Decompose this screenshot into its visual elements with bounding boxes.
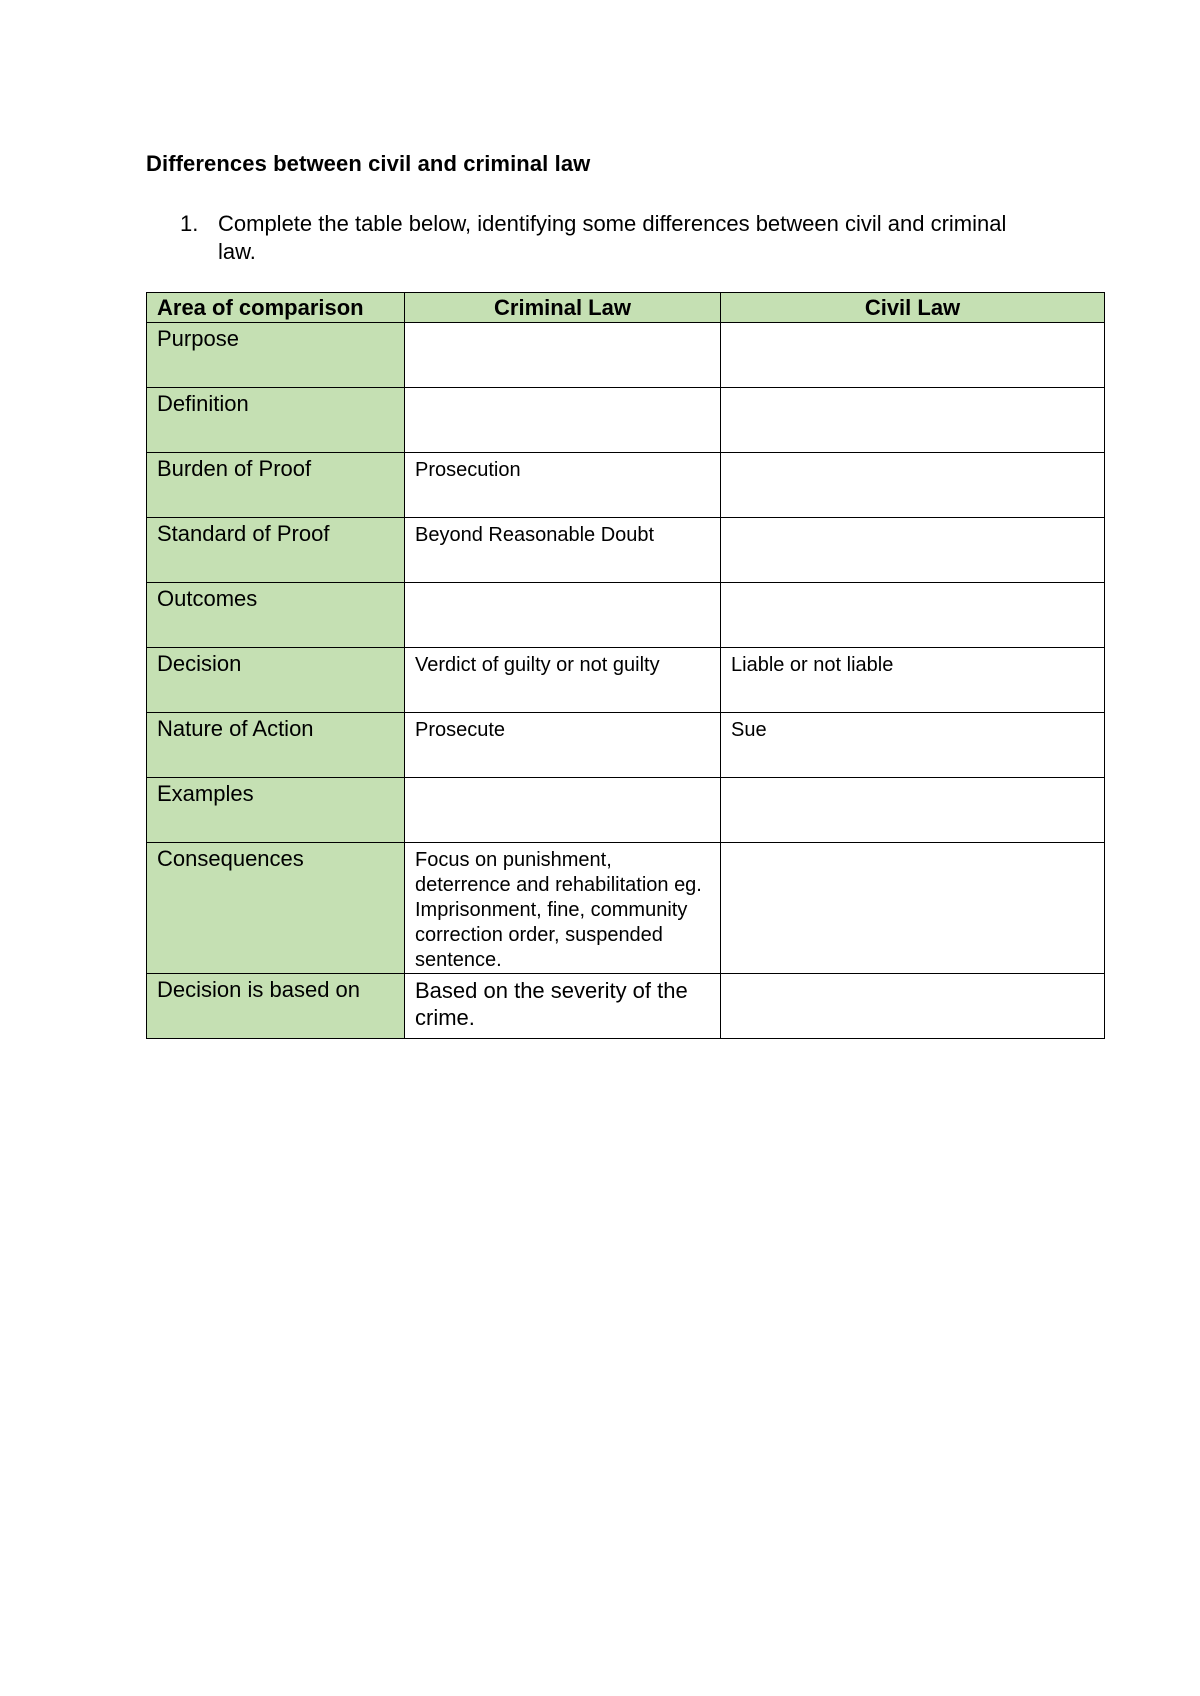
criminal-law-cell[interactable]: Prosecute — [405, 713, 721, 778]
table-row-decision — [147, 648, 1105, 713]
table-row-decision-is-based-on — [147, 974, 1105, 1039]
header-criminal-law: Criminal Law — [405, 293, 721, 323]
instruction-number: 1. — [180, 211, 199, 236]
header-area-of-comparison: Area of comparison — [147, 293, 405, 323]
civil-law-cell[interactable] — [721, 453, 1105, 518]
table-row-nature-of-action — [147, 713, 1105, 778]
row-area-label: Decision is based on — [147, 974, 405, 1039]
civil-law-cell[interactable] — [721, 518, 1105, 583]
criminal-law-cell[interactable]: Prosecution — [405, 453, 721, 518]
civil-law-cell[interactable] — [721, 323, 1105, 388]
table-row-standard-of-proof — [147, 518, 1105, 583]
criminal-law-cell[interactable] — [405, 583, 721, 648]
criminal-law-cell[interactable]: Focus on punishment, deterrence and rehabilitation eg. Imprisonment, fine, community correction order, suspended sentence. — [405, 843, 721, 974]
civil-law-cell[interactable]: Sue — [721, 713, 1105, 778]
table-row-burden-of-proof — [147, 453, 1105, 518]
row-area-label: Burden of Proof — [147, 453, 405, 518]
table-row-examples — [147, 778, 1105, 843]
criminal-law-cell[interactable] — [405, 323, 721, 388]
header-civil-law: Civil Law — [721, 293, 1105, 323]
civil-law-cell[interactable] — [721, 974, 1105, 1039]
criminal-law-cell[interactable]: Beyond Reasonable Doubt — [405, 518, 721, 583]
civil-law-cell[interactable]: Liable or not liable — [721, 648, 1105, 713]
civil-law-cell[interactable] — [721, 843, 1105, 974]
instruction-item — [180, 210, 1040, 266]
civil-law-cell[interactable] — [721, 388, 1105, 453]
criminal-law-cell[interactable]: Verdict of guilty or not guilty — [405, 648, 721, 713]
row-area-label: Consequences — [147, 843, 405, 974]
criminal-law-cell[interactable]: Based on the severity of the crime. — [405, 974, 721, 1039]
civil-law-cell[interactable] — [721, 583, 1105, 648]
row-area-label: Purpose — [147, 323, 405, 388]
table-row-definition — [147, 388, 1105, 453]
row-area-label: Decision — [147, 648, 405, 713]
row-area-label: Standard of Proof — [147, 518, 405, 583]
civil-law-cell[interactable] — [721, 778, 1105, 843]
criminal-law-cell[interactable] — [405, 778, 721, 843]
row-area-label: Nature of Action — [147, 713, 405, 778]
row-area-label: Examples — [147, 778, 405, 843]
criminal-law-cell[interactable] — [405, 388, 721, 453]
table-header-row — [147, 293, 1105, 323]
row-area-label: Outcomes — [147, 583, 405, 648]
comparison-table — [146, 292, 1105, 1039]
table-row-outcomes — [147, 583, 1105, 648]
table-row-consequences — [147, 843, 1105, 974]
document-title: Differences between civil and criminal law — [146, 151, 591, 176]
instruction-text: Complete the table below, identifying some differences between civil and criminal law. — [218, 211, 1007, 264]
row-area-label: Definition — [147, 388, 405, 453]
table-row-purpose — [147, 323, 1105, 388]
